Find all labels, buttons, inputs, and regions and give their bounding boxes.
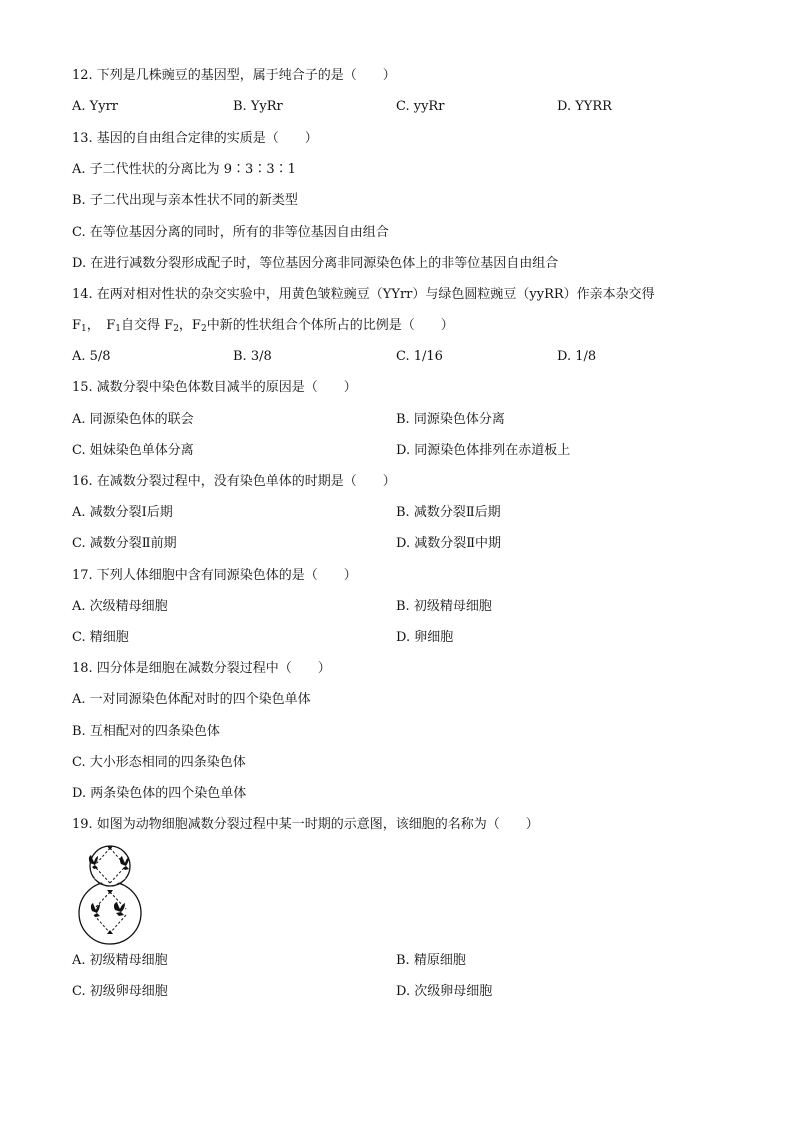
q15-stem: 15. 减数分裂中染色体数目减半的原因是（ ） — [72, 380, 357, 395]
centrioles — [107, 846, 113, 934]
q18-option-c[interactable]: C. 大小形态相同的四条染色体 — [72, 755, 246, 770]
q18-option-b[interactable]: B. 互相配对的四条染色体 — [72, 724, 220, 739]
q16-option-d[interactable]: D. 减数分裂Ⅱ中期 — [396, 536, 502, 551]
q14-option-b[interactable]: B. 3/8 — [233, 349, 272, 364]
q14-stem-line2: $F_1$， $F_1$自交得 $F_2$，$F_2$中新的性状组合个体所占的比例是（ ） — [72, 318, 454, 334]
q17-option-c[interactable]: C. 精细胞 — [72, 630, 129, 645]
q19-option-b[interactable]: B. 精原细胞 — [396, 953, 466, 968]
q15-option-b[interactable]: B. 同源染色体分离 — [396, 412, 505, 427]
q13-option-b[interactable]: B. 子二代出现与亲本性状不同的新类型 — [72, 193, 298, 208]
q19-option-a[interactable]: A. 初级精母细胞 — [72, 953, 168, 968]
q13-option-c[interactable]: C. 在等位基因分离的同时，所有的非等位基因自由组合 — [72, 225, 389, 240]
q15-option-d[interactable]: D. 同源染色体排列在赤道板上 — [396, 443, 571, 458]
q16-option-a[interactable]: A. 减数分裂Ⅰ后期 — [72, 505, 173, 520]
q16-option-c[interactable]: C. 减数分裂Ⅱ前期 — [72, 536, 177, 551]
q17-option-d[interactable]: D. 卵细胞 — [396, 630, 454, 645]
q12-stem: 12. 下列是几株豌豆的基因型，属于纯合子的是（ ） — [72, 68, 396, 83]
q12-option-a[interactable]: A. Yyrr — [72, 99, 119, 114]
q12-option-b[interactable]: B. YyRr — [233, 99, 283, 114]
q13-option-a[interactable]: A. 子二代性状的分离比为 9∶3∶3∶1 — [72, 162, 296, 177]
q18-option-d[interactable]: D. 两条染色体的四个染色单体 — [72, 786, 247, 801]
q19-option-d[interactable]: D. 次级卵母细胞 — [396, 984, 493, 999]
q16-stem: 16. 在减数分裂过程中，没有染色单体的时期是（ ） — [72, 474, 396, 489]
q18-stem: 18. 四分体是细胞在减数分裂过程中（ ） — [72, 661, 331, 676]
dividing-cell-figure — [74, 843, 148, 945]
q14-stem-line1: 14. 在两对相对性状的杂交实验中，用黄色皱粒豌豆（YYrr）与绿色圆粒豌豆（yyRR）作亲本杂交得 — [72, 287, 655, 302]
q12-option-d[interactable]: D. YYRR — [557, 99, 612, 114]
q19-stem: 19. 如图为动物细胞减数分裂过程中某一时期的示意图，该细胞的名称为（ ） — [72, 817, 539, 832]
q16-option-b[interactable]: B. 减数分裂Ⅱ后期 — [396, 505, 501, 520]
q14-option-d[interactable]: D. 1/8 — [557, 349, 597, 364]
q15-option-a[interactable]: A. 同源染色体的联会 — [72, 412, 194, 427]
chromosomes-lower — [91, 902, 125, 917]
q12-option-c[interactable]: C. yyRr — [396, 99, 445, 114]
q13-option-d[interactable]: D. 在进行减数分裂形成配子时，等位基因分离非同源染色体上的非等位基因自由组合 — [72, 256, 559, 271]
q14-option-c[interactable]: C. 1/16 — [396, 349, 443, 364]
q15-option-c[interactable]: C. 姐妹染色单体分离 — [72, 443, 194, 458]
q14-option-a[interactable]: A. 5/8 — [72, 349, 111, 364]
q19-option-c[interactable]: C. 初级卵母细胞 — [72, 984, 168, 999]
q17-stem: 17. 下列人体细胞中含有同源染色体的是（ ） — [72, 568, 357, 583]
chromosomes-upper — [89, 855, 129, 870]
q13-stem: 13. 基因的自由组合定律的实质是（ ） — [72, 131, 318, 146]
q17-option-b[interactable]: B. 初级精母细胞 — [396, 599, 492, 614]
q18-option-a[interactable]: A. 一对同源染色体配对时的四个染色单体 — [72, 692, 311, 707]
q17-option-a[interactable]: A. 次级精母细胞 — [72, 599, 168, 614]
